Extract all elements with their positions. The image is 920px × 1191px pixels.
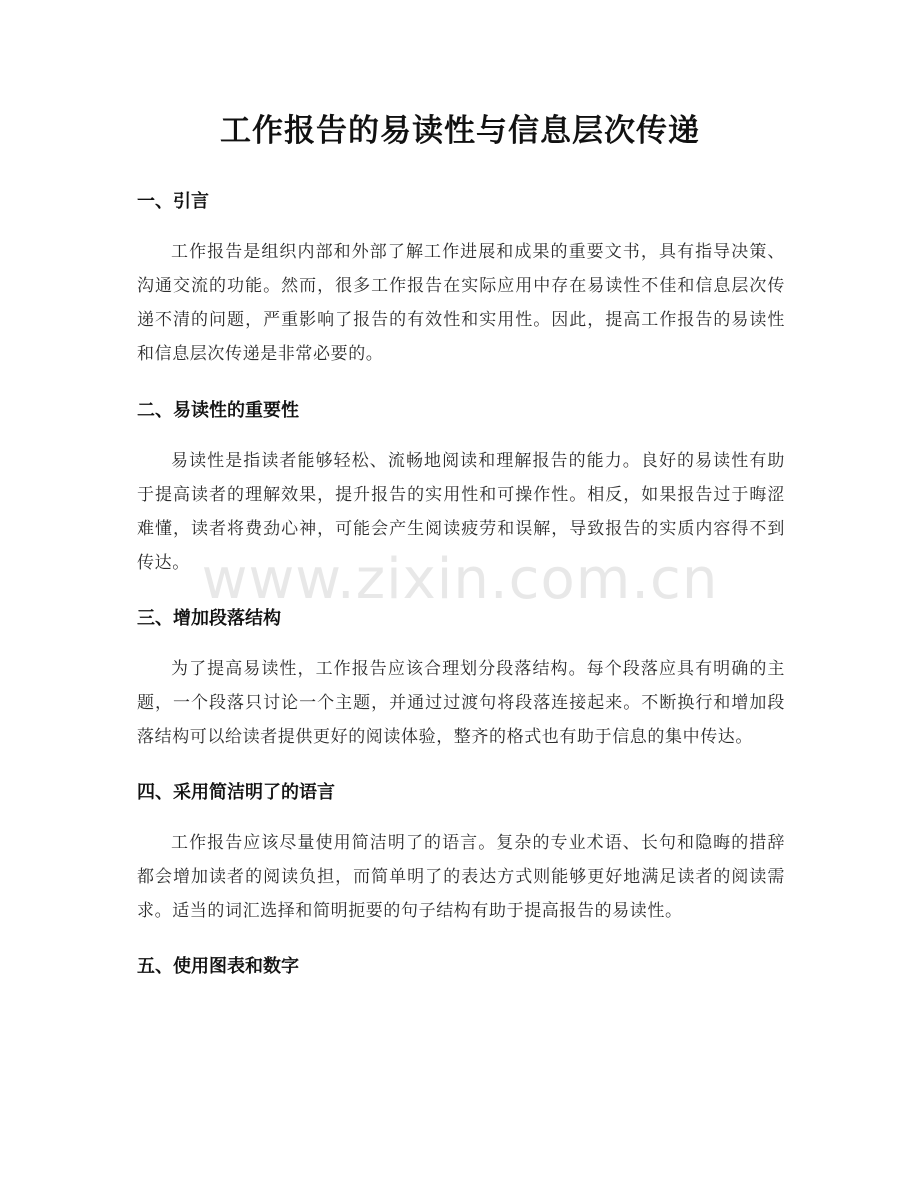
section-heading-charts-numbers: 五、使用图表和数字 <box>137 956 299 977</box>
section-heading-concise-language: 四、采用简洁明了的语言 <box>137 782 335 803</box>
section-paragraph-intro: 工作报告是组织内部和外部了解工作进展和成果的重要文书，具有指导决策、沟通交流的功能。然而，很多工作报告在实际应用中存在易读性不佳和信息层次传递不清的问题，严重影响了报告的有效性和实用性。因此，提高工作报告的易读性和信息层次传递是非常必要的。 <box>137 242 785 364</box>
section-heading-intro: 一、引言 <box>137 191 209 212</box>
watermark: www.zixin.com.cn <box>201 547 719 612</box>
section-paragraph-paragraph-structure: 为了提高易读性，工作报告应该合理划分段落结构。每个段落应具有明确的主题，一个段落只讨论一个主题，并通过过渡句将段落连接起来。不断换行和增加段落结构可以给读者提供更好的阅读体验，整齐的格式也有助于信息的集中传达。 <box>137 659 785 747</box>
section-heading-readability: 二、易读性的重要性 <box>137 400 299 421</box>
section-paragraph-concise-language: 工作报告应该尽量使用简洁明了的语言。复杂的专业术语、长句和隐晦的措辞都会增加读者的阅读负担，而简单明了的表达方式则能够更好地满足读者的阅读需求。适当的词汇选择和简明扼要的句子结构有助于提高报告的易读性。 <box>137 833 785 921</box>
section-paragraph-readability: 易读性是指读者能够轻松、流畅地阅读和理解报告的能力。良好的易读性有助于提高读者的理解效果，提升报告的实用性和可操作性。相反，如果报告过于晦涩难懂，读者将费劲心神，可能会产生阅读疲劳和误解，导致报告的实质内容得不到传达。 <box>137 451 785 573</box>
section-heading-paragraph-structure: 三、增加段落结构 <box>137 608 281 629</box>
page-title: 工作报告的易读性与信息层次传递 <box>220 113 700 149</box>
